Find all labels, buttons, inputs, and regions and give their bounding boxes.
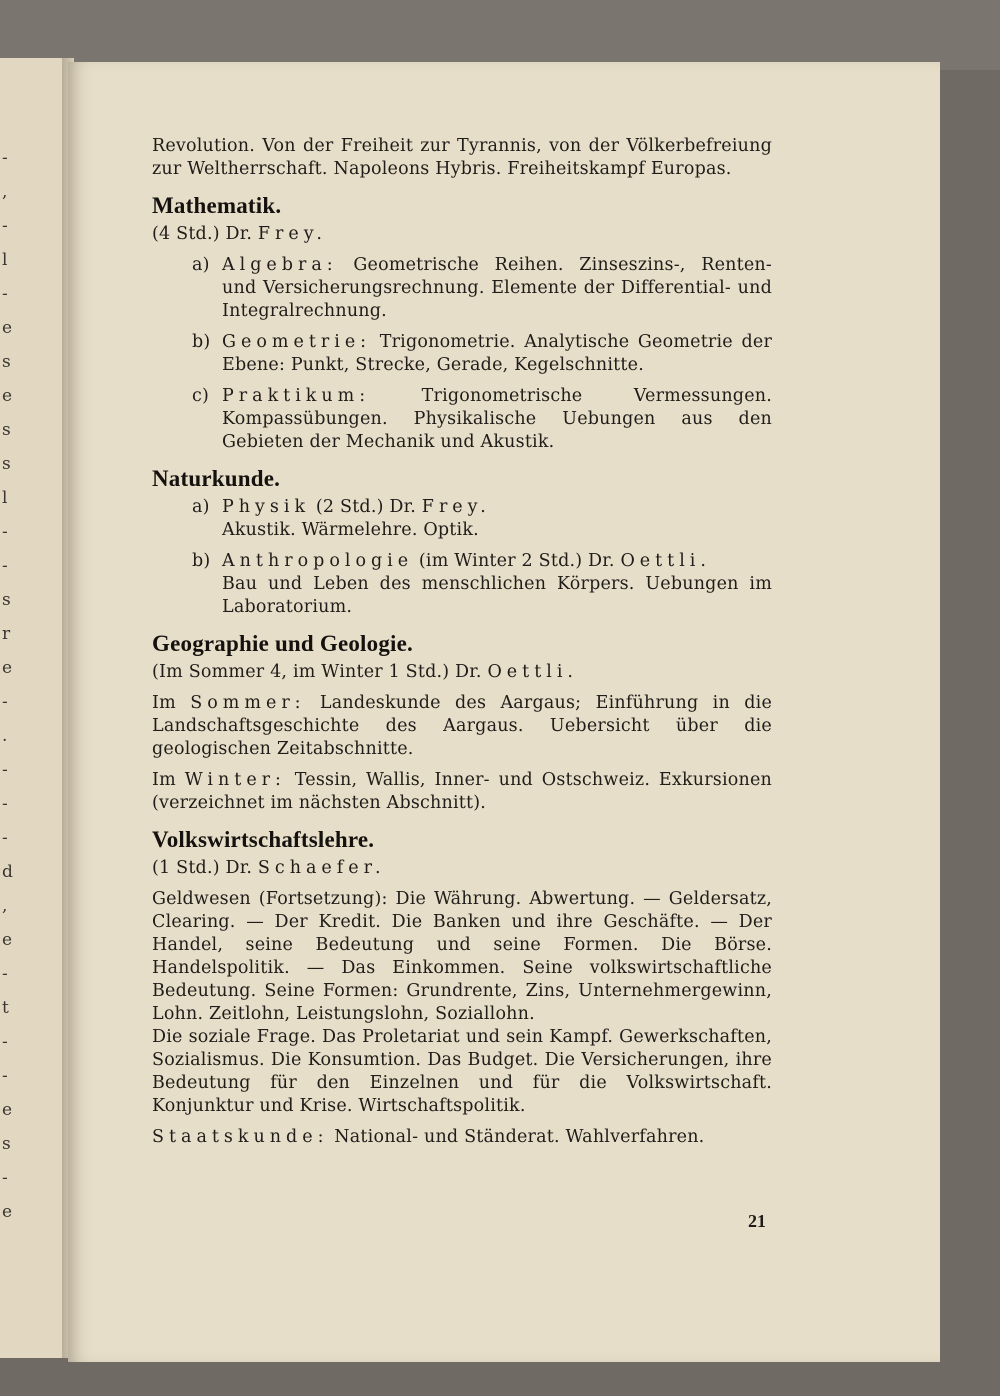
volkswirtschaft-paragraph-2: Die soziale Frage. Das Proletariat und sein Kampf. Gewerkschaften, Sozialismus. Die Konsumtion. Das Budget. Die Versicherungen, ihre Bedeutung für den Einzelnen und für die Volkswirtschaft. Konjunktur und Krise. Wirtschaftspolitik. — [152, 1027, 772, 1116]
left-margin-fragment: - — [2, 556, 8, 576]
item-text: Trigonometrische Vermessungen. Kompassübungen. Physikalische Uebungen aus den Gebieten der Mechanik und Akustik. — [222, 386, 772, 452]
volkswirtschaft-paragraph-1: Geldwesen (Fortsetzung): Die Währung. Abwertung. — Geldersatz, Clearing. — Der Kredit. Die Banken und ihre Geschäfte. — Der Handel, seine Bedeutung und seine Formen. Die Börse. Handelspolitik. — Das Einkommen. Seine volkswirtschaftliche Bedeutung. Seine Formen: Grundrente, Zins, Unternehmergewinn, Lohn. Zeitlohn, Leistungslohn, Soziallohn. — [152, 889, 772, 1024]
item-text: Bau und Leben des menschlichen Körpers. Uebungen im Laboratorium. — [222, 574, 772, 617]
left-margin-fragment: s — [2, 454, 11, 474]
left-margin-fragment: e — [2, 1100, 13, 1120]
item-label: Physik — [222, 497, 311, 517]
geographie-sommer — [152, 692, 772, 761]
left-margin-fragment: e — [2, 1202, 13, 1222]
naturkunde-item-b — [152, 550, 772, 619]
scan-backdrop — [0, 0, 1000, 70]
item-marker: a) — [192, 255, 210, 275]
para-label: Winter: — [184, 770, 286, 790]
item-label: Anthropologie — [222, 551, 414, 571]
naturkunde-item-a — [152, 496, 772, 542]
para-text: National- und Ständerat. Wahlverfahren. — [334, 1127, 705, 1147]
left-margin-fragment: e — [2, 930, 13, 950]
item-text: Trigonometrie. Analytische Geometrie der Ebene: Punkt, Strecke, Gerade, Kegelschnitte. — [222, 332, 773, 375]
geographie-meta — [152, 661, 772, 684]
left-margin-fragment: t — [2, 998, 9, 1018]
item-teacher: Oettli. — [620, 551, 711, 571]
para-lead: Im — [152, 770, 176, 790]
left-margin-fragment: d — [2, 862, 13, 882]
left-margin-fragment: , — [2, 896, 8, 916]
left-margin-fragment: r — [2, 624, 11, 644]
volkswirtschaft-meta — [152, 857, 772, 880]
left-margin-fragment: s — [2, 352, 11, 372]
left-margin-fragment: s — [2, 420, 11, 440]
left-margin-fragment: - — [2, 964, 8, 984]
intro-paragraph: Revolution. Von der Freiheit zur Tyrannis, von der Völkerbefreiung zur Weltherrschaft. Napoleons Hybris. Freiheitskampf Europas. — [152, 136, 772, 179]
item-label: Praktikum: — [222, 386, 371, 406]
left-margin-fragment: - — [2, 148, 8, 168]
volkswirtschaft-staatskunde — [152, 1126, 772, 1149]
item-teacher: Frey. — [421, 497, 491, 517]
left-margin-fragment: - — [2, 1032, 8, 1052]
item-marker: c) — [192, 386, 210, 406]
volkswirtschaft-teacher: Schaefer. — [257, 858, 386, 878]
left-margin-fragment: , — [2, 182, 8, 202]
left-margin-fragment: - — [2, 1168, 8, 1188]
para-text: Tessin, Wallis, Inner- und Ostschweiz. Exkursionen (verzeichnet im nächsten Abschnitt). — [152, 770, 773, 813]
volkswirtschaft-meta-prefix: (1 Std.) Dr. — [152, 858, 253, 878]
section-heading-naturkunde: Naturkunde. — [152, 466, 281, 491]
mathematik-item-b — [152, 331, 772, 377]
item-meta: (im Winter 2 Std.) Dr. — [418, 551, 615, 571]
left-margin-fragment: e — [2, 658, 13, 678]
item-text: Akustik. Wärmelehre. Optik. — [222, 520, 479, 540]
left-margin-fragment: - — [2, 522, 8, 542]
mathematik-teacher: Frey. — [257, 224, 327, 244]
left-margin-fragment: s — [2, 1134, 11, 1154]
mathematik-item-c — [152, 385, 772, 454]
left-margin-fragment: l — [2, 250, 8, 270]
item-label: Algebra: — [222, 255, 338, 275]
left-margin-fragment: - — [2, 760, 8, 780]
left-margin-fragment: l — [2, 488, 8, 508]
geographie-teacher: Oettli. — [487, 662, 578, 682]
item-marker: b) — [192, 551, 211, 571]
left-margin-fragment: - — [2, 284, 8, 304]
item-label: Geometrie: — [222, 332, 372, 352]
left-margin-fragment: - — [2, 828, 8, 848]
mathematik-meta — [152, 223, 772, 246]
section-heading-volkswirtschaft: Volkswirtschaftslehre. — [152, 827, 375, 852]
para-text: Landeskunde des Aargaus; Einführung in die Landschaftsgeschichte des Aargaus. Uebersicht über die geologischen Zeitabschnitte. — [152, 693, 773, 759]
mathematik-meta-prefix: (4 Std.) Dr. — [152, 224, 253, 244]
para-label: Staatskunde: — [152, 1127, 329, 1147]
geographie-meta-prefix: (Im Sommer 4, im Winter 1 Std.) Dr. — [152, 662, 482, 682]
item-text: Geometrische Reihen. Zinseszins-, Renten- und Versicherungsrechnung. Elemente der Differential- und Integralrechnung. — [222, 255, 772, 321]
item-marker: b) — [192, 332, 211, 352]
item-meta: (2 Std.) Dr. — [315, 497, 417, 517]
left-margin-fragment: - — [2, 692, 8, 712]
section-heading-geographie: Geographie und Geologie. — [152, 631, 414, 656]
para-label: Sommer: — [190, 693, 306, 713]
left-margin-fragment: e — [2, 318, 13, 338]
left-margin-fragment: . — [2, 726, 8, 746]
item-marker: a) — [192, 497, 210, 517]
mathematik-item-a — [152, 254, 772, 323]
left-margin-fragment: s — [2, 590, 11, 610]
left-margin-fragment: - — [2, 216, 8, 236]
left-margin-fragment: e — [2, 386, 13, 406]
geographie-winter — [152, 769, 772, 815]
left-margin-text-fragments — [2, 148, 16, 1236]
left-margin-fragment: - — [2, 794, 8, 814]
page-number: 21 — [748, 1211, 766, 1231]
section-heading-mathematik: Mathematik. — [152, 193, 282, 218]
left-margin-fragment: - — [2, 1066, 8, 1086]
page-content — [152, 135, 772, 1157]
para-lead: Im — [152, 693, 176, 713]
